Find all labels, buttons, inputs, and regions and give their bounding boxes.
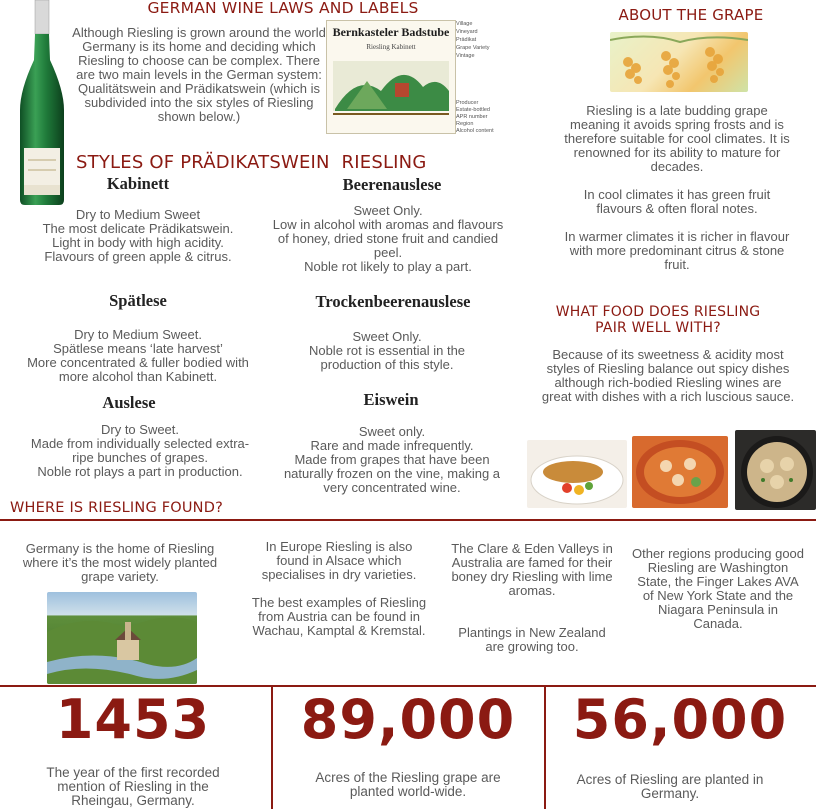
stat-89000-text: Acres of the Riesling grape are planted world-wide. <box>315 770 501 799</box>
divider-top <box>0 519 816 521</box>
found-europe-text-1: In Europe Riesling is also found in Alsace which specialises in dry varieties. <box>261 539 417 582</box>
grape-text-3: In warmer climates it is richer in flavour with more predominant citrus & stone fruit. <box>564 229 790 272</box>
laws-title: GERMAN WINE LAWS AND LABELS <box>147 0 419 17</box>
label-wine-name: Bernkasteler Badstube <box>332 25 450 39</box>
stat-1453-number: 1453 <box>55 688 211 751</box>
stat-1453-text: The year of the first recorded mention of Riesling in the Rheingau, Germany. <box>46 765 220 808</box>
found-germany-text: Germany is the home of Riesling where it’s the most widely planted grape variety. <box>22 541 218 584</box>
styles-title: STYLES OF PRÄDIKATSWEIN RIESLING <box>76 152 427 173</box>
style-trocken-text: Sweet Only. Noble rot is essential in the production of this style. <box>308 329 466 372</box>
callout-region: Region <box>456 121 474 127</box>
found-nz-text: Plantings in New Zealand are growing too. <box>458 625 606 654</box>
divider-stat-1 <box>271 686 273 809</box>
style-auslese-text: Dry to Sweet. Made from individually selected extra-ripe bunches of grapes. Noble rot plays a part in production. <box>30 422 250 479</box>
stat-56000-text: Acres of Riesling are planted in Germany. <box>576 772 764 801</box>
grape-text-1: Riesling is a late budding grape meaning it avoids spring frosts and is therefore suitable for cool climates. It is renowned for its ability to mature for decades. <box>564 103 790 174</box>
stat-89000-number: 89,000 <box>300 688 516 751</box>
callout-pradikat: Prädikat <box>456 37 477 43</box>
grape-photo <box>610 32 748 92</box>
wine-label-image <box>326 20 456 134</box>
style-eiswein-name: Eiswein <box>363 390 419 409</box>
style-eiswein-text: Sweet only. Rare and made infrequently. Made from grapes that have been naturally frozen on the vine, making a very concentrated wine. <box>283 424 501 495</box>
food-photo-curry <box>632 436 728 508</box>
germany-valley-photo <box>47 592 197 684</box>
label-callouts-bottom <box>456 100 494 135</box>
found-other-text: Other regions producing good Riesling are Washington State, the Finger Lakes AVA of New York State and the Niagara Peninsula in Canada. <box>632 546 805 631</box>
callout-grape: Grape Variety <box>456 45 490 51</box>
style-spatlese-name: Spätlese <box>109 291 167 310</box>
food-photo-pan <box>735 430 816 510</box>
divider-bottom <box>0 685 816 687</box>
style-beerenauslese-name: Beerenauslese <box>342 175 442 194</box>
callout-alcohol: Alcohol content <box>456 128 494 134</box>
stat-56000-number: 56,000 <box>572 688 788 751</box>
grape-title: ABOUT THE GRAPE <box>618 6 764 24</box>
callout-estate: Estate-bottled <box>456 107 490 113</box>
found-australia-text: The Clare & Eden Valleys in Australia are famed for their boney dry Riesling with lime aromas. <box>451 541 613 598</box>
laws-text: Although Riesling is grown around the world Germany is its home and deciding which Riesling to choose can be complex. There are two main levels in the German system: Qualitätswein and Prädikatswein (which is subdivided into the six styles of Riesling shown below.) <box>72 25 326 124</box>
style-kabinett-name: Kabinett <box>106 174 170 193</box>
style-beerenauslese-text: Sweet Only. Low in alcohol with aromas and flavours of honey, dried stone fruit and candied peel. Noble rot likely to play a part. <box>272 203 504 274</box>
style-kabinett-text: Dry to Medium Sweet The most delicate Prädikatswein. Light in body with high acidity. Flavours of green apple & citrus. <box>42 207 234 264</box>
style-trocken-name: Trockenbeerenauslese <box>315 292 471 311</box>
callout-vintage: Vintage <box>456 53 475 59</box>
callout-village: Village <box>456 21 473 27</box>
divider-stat-2 <box>544 686 546 809</box>
style-spatlese-text: Dry to Medium Sweet. Spätlese means ‘late harvest’ More concentrated & fuller bodied with more alcohol than Kabinett. <box>27 327 249 384</box>
food-title: WHAT FOOD DOES RIESLING PAIR WELL WITH? <box>555 304 761 336</box>
callout-apr: APR number <box>456 114 488 120</box>
callout-producer: Producer <box>456 100 479 106</box>
found-title: WHERE IS RIESLING FOUND? <box>10 500 223 516</box>
style-auslese-name: Auslese <box>102 393 156 412</box>
food-photo-fish <box>527 440 627 508</box>
found-europe-text-2: The best examples of Riesling from Austria can be found in Wachau, Kamptal & Kremstal. <box>251 595 427 638</box>
label-callouts-top <box>456 20 490 60</box>
grape-text-2: In cool climates it has green fruit flavours & often floral notes. <box>583 187 771 216</box>
food-text: Because of its sweetness & acidity most styles of Riesling balance out spicy dishes although rich-bodied Riesling wines are great with dishes with a rich luscious sauce. <box>541 347 795 404</box>
callout-vineyard: Vineyard <box>456 29 478 35</box>
label-sub: Riesling Kabinett <box>366 43 416 51</box>
